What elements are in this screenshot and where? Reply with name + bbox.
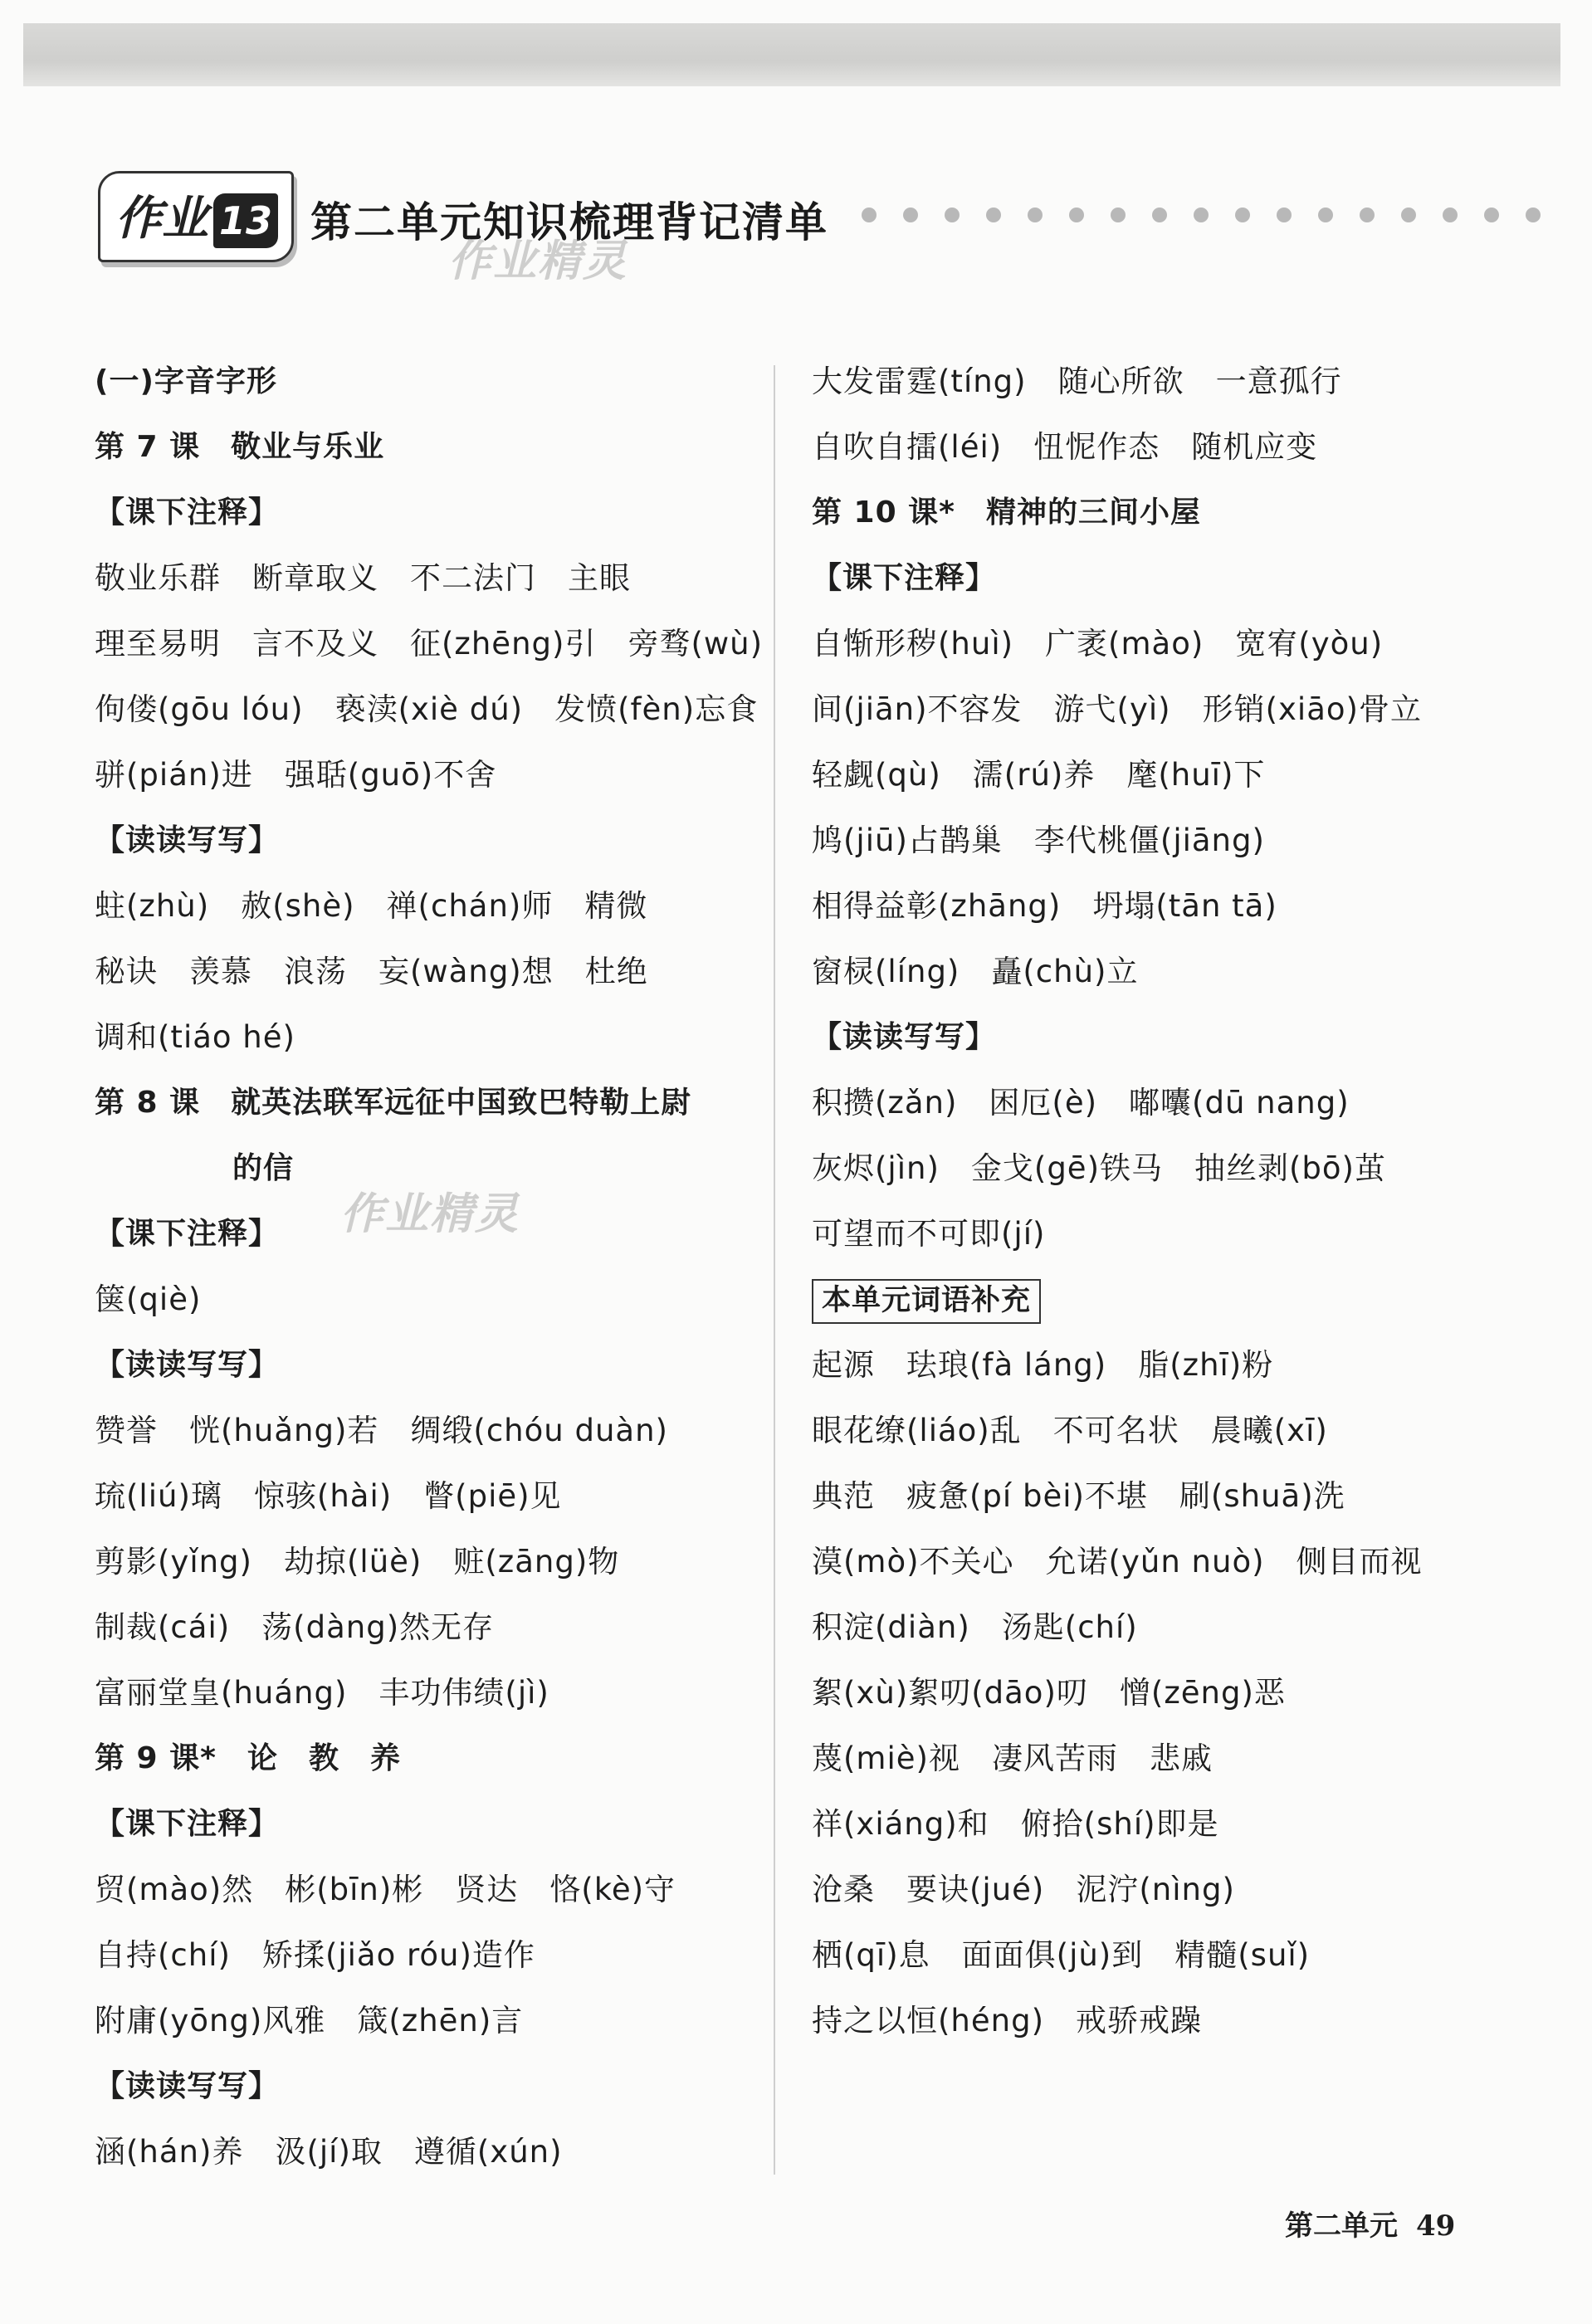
page-number: 49: [1416, 2209, 1456, 2243]
decorative-dot: [1484, 208, 1499, 222]
left-vocab-line: 剪影(yǐng) 劫掠(lüè) 赃(zāng)物: [95, 1544, 620, 1579]
right-vocab-line: 灰烬(jìn) 金戈(gē)铁马 抽丝剥(bō)茧: [812, 1150, 1386, 1186]
decorative-dot: [903, 208, 918, 222]
right-vocab-line: 窗棂(líng) 矗(chù)立: [812, 954, 1139, 989]
right-vocab-line: 眼花缭(liáo)乱 不可名状 晨曦(xī): [812, 1413, 1328, 1448]
left-heading-line: 第 8 课 就英法联军远征中国致巴特勒上尉: [95, 1086, 692, 1120]
left-vocab-line: 调和(tiáo hé): [95, 1019, 295, 1055]
left-vocab-line: 富丽堂皇(huáng) 丰功伟绩(jì): [95, 1675, 549, 1711]
left-heading-line: 【读读写写】: [95, 2069, 280, 2103]
right-vocab-line: 间(jiān)不容发 游弋(yì) 形销(xiāo)骨立: [812, 691, 1422, 727]
decorative-dot: [1194, 208, 1209, 222]
left-vocab-line: 自持(chí) 矫揉(jiǎo róu)造作: [95, 1937, 535, 1973]
left-vocab-line: 蛀(zhù) 赦(shè) 禅(chán)师 精微: [95, 888, 648, 924]
left-heading-line: 的信: [232, 1151, 295, 1185]
decorative-dot: [945, 208, 960, 222]
right-vocab-line: 典范 疲惫(pí bèi)不堪 刷(shuā)洗: [812, 1478, 1345, 1514]
decorative-dot: [1277, 208, 1292, 222]
left-vocab-line: 琉(liú)璃 惊骇(hài) 瞥(piē)见: [95, 1478, 562, 1514]
left-heading-line: 第 7 课 敬业与乐业: [95, 430, 385, 464]
left-vocab-line: 附庸(yōng)风雅 箴(zhēn)言: [95, 2003, 524, 2038]
page-footer: [1285, 2203, 1455, 2243]
watermark-middle: 作业精灵: [340, 1189, 520, 1239]
badge-text: 作业: [115, 191, 208, 246]
right-vocab-line: 漠(mò)不关心 允诺(yǔn nuò) 侧目而视: [812, 1544, 1423, 1579]
top-gray-band: [23, 23, 1560, 86]
column-divider: [774, 365, 775, 2175]
decorative-dot: [1401, 208, 1416, 222]
left-heading-line: 【读读写写】: [95, 823, 280, 857]
right-vocab-line: 相得益彰(zhāng) 坍塌(tān tā): [812, 888, 1277, 924]
right-vocab-line: 积攒(zǎn) 困厄(è) 嘟囔(dū nang): [812, 1085, 1350, 1120]
left-vocab-line: 骈(pián)进 强聒(guō)不舍: [95, 757, 497, 793]
right-vocab-line: 轻觑(qù) 濡(rú)养 麾(huī)下: [812, 757, 1266, 793]
left-heading-line: 【课下注释】: [95, 496, 280, 530]
decorative-dot: [862, 208, 877, 222]
left-vocab-line: 秘诀 羡慕 浪荡 妄(wàng)想 杜绝: [95, 954, 648, 989]
right-vocab-line: 絮(xù)絮叨(dāo)叨 憎(zēng)恶: [812, 1675, 1286, 1711]
right-vocab-line: 自惭形秽(huì) 广袤(mào) 宽宥(yòu): [812, 626, 1384, 662]
right-vocab-line: 自吹自擂(léi) 忸怩作态 随机应变: [812, 429, 1318, 465]
right-heading-line: 【课下注释】: [812, 561, 997, 595]
left-vocab-line: 赞誉 恍(huǎng)若 绸缎(chóu duàn): [95, 1413, 668, 1448]
decorative-dot: [1069, 208, 1084, 222]
right-vocab-line: 蔑(miè)视 凄风苦雨 悲戚: [812, 1741, 1213, 1776]
page-header: [98, 164, 1559, 264]
decorative-dot: [986, 208, 1001, 222]
decorative-dot: [1028, 208, 1043, 222]
right-vocab-line: 大发雷霆(tíng) 随心所欲 一意孤行: [812, 364, 1342, 399]
decorative-dot: [1235, 208, 1250, 222]
left-column: [95, 349, 764, 2185]
left-heading-line: (一)字音字形: [95, 364, 277, 398]
decorative-dots: [862, 208, 1559, 224]
left-vocab-line: 制裁(cái) 荡(dàng)然无存: [95, 1609, 495, 1645]
right-vocab-line: 可望而不可即(jí): [812, 1216, 1046, 1252]
badge-number: 13: [213, 193, 278, 248]
page-title: 第二单元知识梳理背记清单: [310, 198, 828, 247]
right-column: [812, 349, 1526, 2053]
right-vocab-line: 鸠(jiū)占鹊巢 李代桃僵(jiāng): [812, 823, 1265, 858]
watermark-top: 作业精灵: [448, 237, 628, 286]
footer-unit: 第二单元: [1285, 2209, 1398, 2243]
left-vocab-line: 箧(qiè): [95, 1282, 202, 1317]
left-vocab-line: 涵(hán)养 汲(jí)取 遵循(xún): [95, 2134, 563, 2170]
right-vocab-line: 沧桑 要诀(jué) 泥泞(nìng): [812, 1872, 1235, 1907]
left-vocab-line: 理至易明 言不及义 征(zhēng)引 旁骛(wù): [95, 626, 764, 662]
right-section-box: [812, 1267, 1526, 1332]
right-vocab-line: 积淀(diàn) 汤匙(chí): [812, 1609, 1138, 1645]
right-vocab-line: 祥(xiáng)和 俯拾(shí)即是: [812, 1806, 1219, 1842]
left-heading-line: 【课下注释】: [95, 1217, 280, 1251]
left-heading-line: 【课下注释】: [95, 1807, 280, 1841]
right-vocab-line: 栖(qī)息 面面俱(jù)到 精髓(suǐ): [812, 1937, 1311, 1973]
decorative-dot: [1318, 208, 1333, 222]
decorative-dot: [1111, 208, 1126, 222]
homework-badge: [98, 171, 294, 262]
right-vocab-line: 起源 珐琅(fà láng) 脂(zhī)粉: [812, 1347, 1274, 1383]
right-heading-line: 【读读写写】: [812, 1020, 997, 1054]
decorative-dot: [1526, 208, 1541, 222]
right-vocab-line: 持之以恒(héng) 戒骄戒躁: [812, 2003, 1203, 2038]
left-vocab-line: 敬业乐群 断章取义 不二法门 主眼: [95, 560, 631, 596]
supplement-heading-box: 本单元词语补充: [812, 1279, 1041, 1324]
decorative-dot: [1152, 208, 1167, 222]
left-vocab-line: 佝偻(gōu lóu) 亵渎(xiè dú) 发愤(fèn)忘食: [95, 691, 759, 727]
left-vocab-line: 贸(mào)然 彬(bīn)彬 贤达 恪(kè)守: [95, 1872, 676, 1907]
decorative-dot: [1443, 208, 1458, 222]
left-heading-line: 第 9 课* 论 教 养: [95, 1741, 401, 1775]
left-heading-line: 【读读写写】: [95, 1348, 280, 1382]
right-heading-line: 第 10 课* 精神的三间小屋: [812, 496, 1201, 530]
decorative-dot: [1360, 208, 1375, 222]
